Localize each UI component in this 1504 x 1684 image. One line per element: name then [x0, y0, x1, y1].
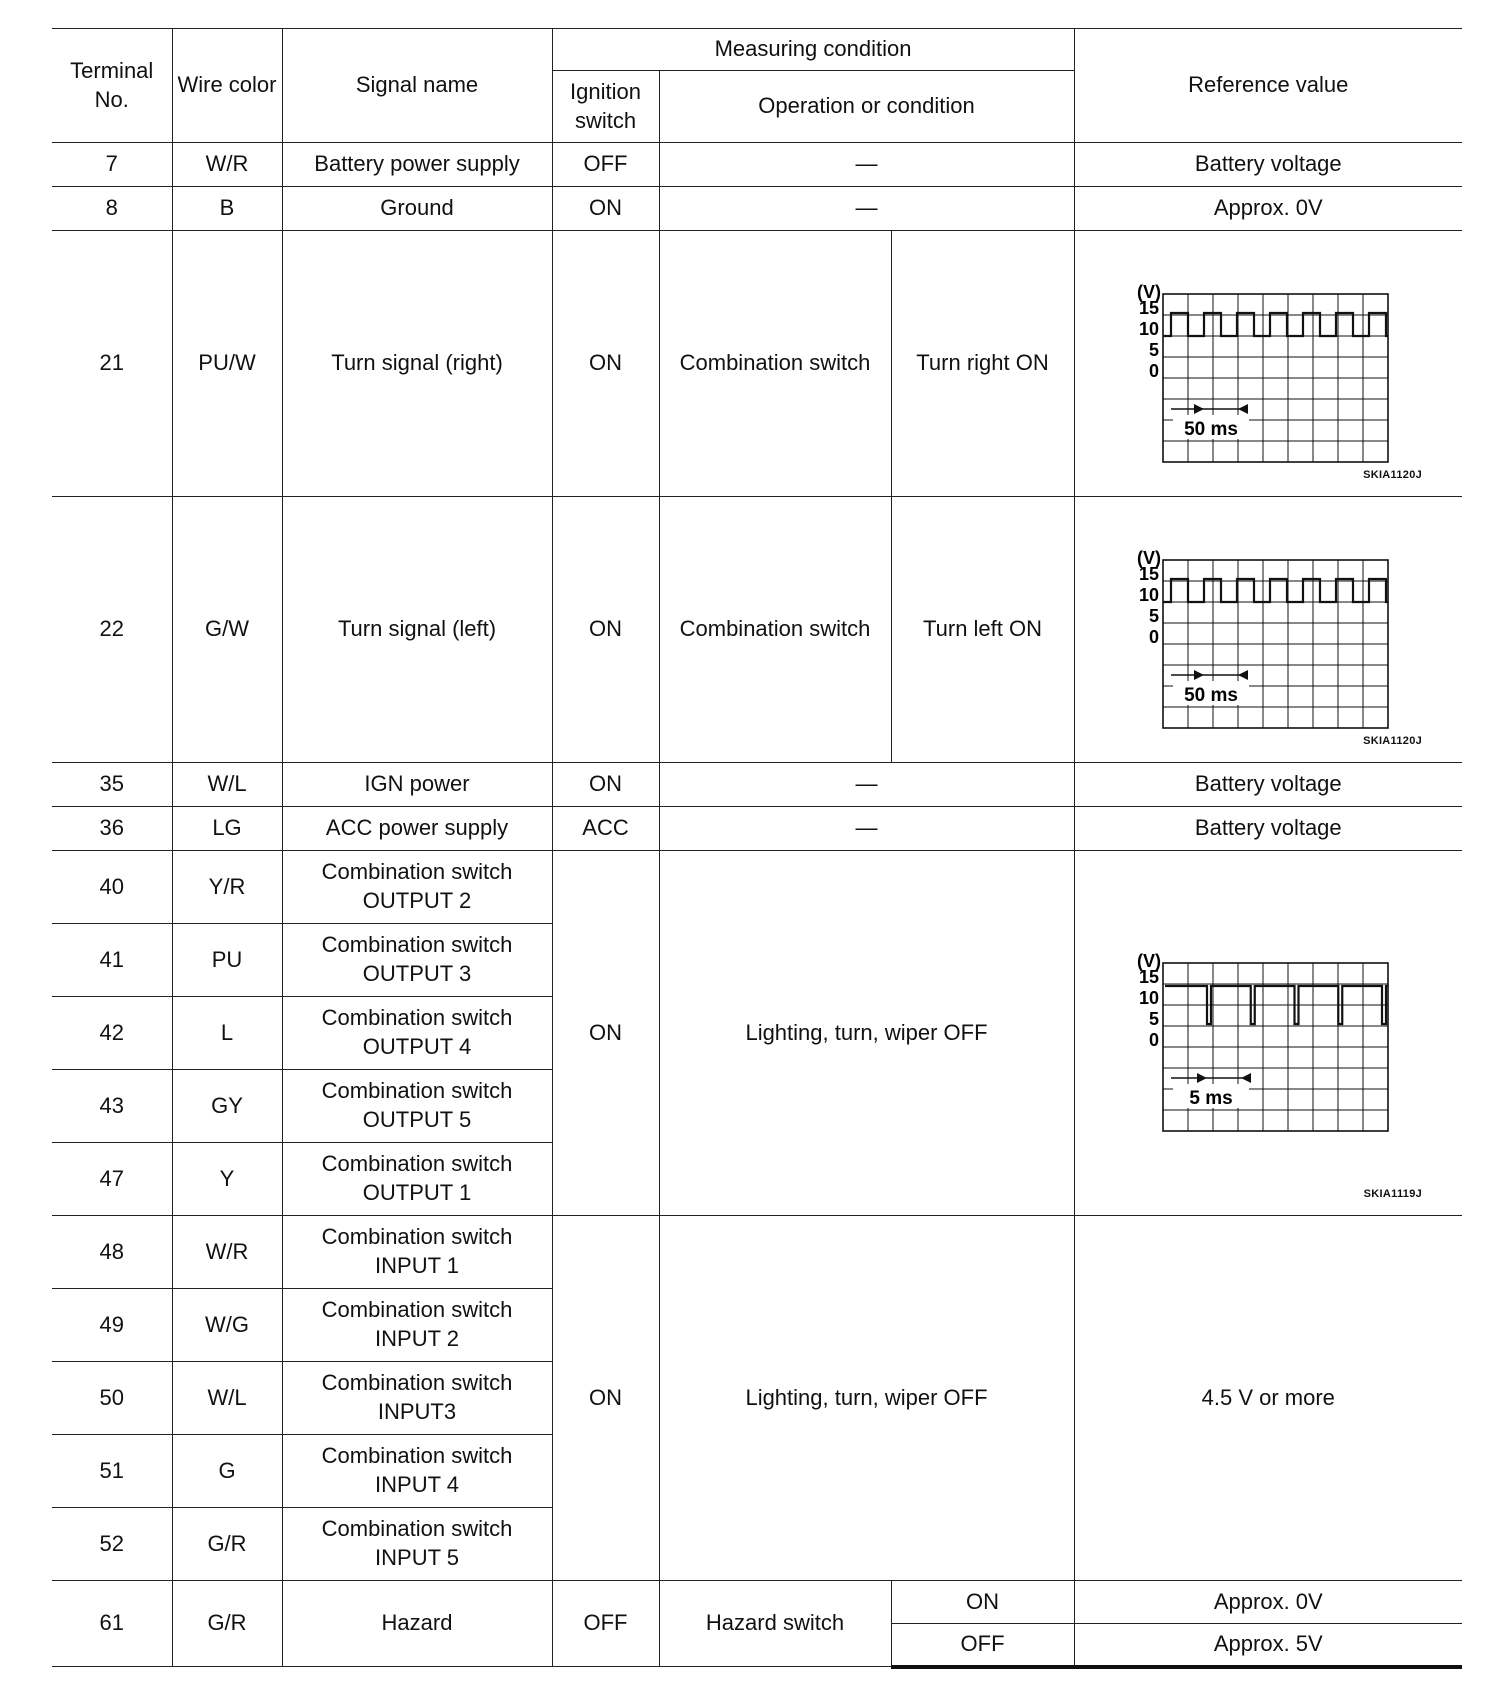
signal-cell [282, 1508, 552, 1581]
condition-cell-on: ON [891, 1581, 1074, 1624]
terminal-cell: 21 [52, 231, 172, 497]
scope-unit-label: (V) [1137, 951, 1162, 971]
terminal-cell: 43 [52, 1070, 172, 1143]
signal-line-2: INPUT 4 [375, 1472, 459, 1497]
signal-line-2: INPUT 5 [375, 1545, 459, 1570]
ignition-cell: ON [552, 231, 659, 497]
reference-waveform-cell [1074, 851, 1462, 1216]
signal-line-2: OUTPUT 1 [362, 1180, 472, 1205]
table-row-7 [52, 143, 1462, 187]
wire-cell: W/L [172, 1362, 282, 1435]
ignition-cell: ON [552, 497, 659, 763]
operation-cell: Lighting, turn, wiper OFF [659, 1216, 1074, 1581]
scope-time-arrow-icon [1197, 1073, 1207, 1083]
signal-cell: ACC power supply [282, 807, 552, 851]
signal-line-2: OUTPUT 2 [362, 888, 472, 913]
signal-line-2: OUTPUT 5 [362, 1107, 472, 1132]
terminal-cell: 40 [52, 851, 172, 924]
terminal-cell: 35 [52, 763, 172, 807]
ignition-cell: ON [552, 1216, 659, 1581]
signal-line-1: Combination switch [321, 1370, 513, 1396]
signal-line-2: OUTPUT 3 [362, 961, 472, 986]
signal-cell [282, 997, 552, 1070]
scope-y-tick-label: 5 [1149, 1009, 1160, 1029]
terminal-cell: 47 [52, 1143, 172, 1216]
operation-cell: — [659, 187, 1074, 231]
scope-time-arrow-icon [1194, 670, 1204, 680]
scope-time-arrow-icon [1241, 1073, 1251, 1083]
figure-code: SKIA1120J [1363, 468, 1423, 481]
scope-time-arrow-icon [1238, 670, 1248, 680]
scope-y-tick-label: 15 [1139, 967, 1160, 987]
wire-cell: G/W [172, 497, 282, 763]
signal-cell: Ground [282, 187, 552, 231]
scope-y-tick-label: 15 [1139, 297, 1160, 318]
signal-cell: Turn signal (right) [282, 231, 552, 497]
signal-cell [282, 1070, 552, 1143]
scope-y-tick-label: 10 [1139, 584, 1160, 605]
signal-line-2: INPUT3 [377, 1399, 457, 1424]
table-row-48 [52, 1216, 1462, 1289]
reference-cell: Battery voltage [1074, 143, 1462, 187]
waveform-turn-left [1103, 520, 1433, 740]
signal-cell [282, 1289, 552, 1362]
signal-cell [282, 1435, 552, 1508]
signal-cell: Battery power supply [282, 143, 552, 187]
signal-cell: Hazard [282, 1581, 552, 1667]
waveform-output [1103, 923, 1433, 1143]
scope-time-arrow-icon [1238, 404, 1248, 414]
terminal-cell: 7 [52, 143, 172, 187]
signal-line-1: Combination switch [321, 1078, 513, 1104]
reference-cell: Approx. 0V [1074, 187, 1462, 231]
signal-line-1: Combination switch [321, 1516, 513, 1542]
header-wire-color: Wire color [172, 29, 282, 143]
terminal-cell: 51 [52, 1435, 172, 1508]
signal-cell [282, 851, 552, 924]
ignition-cell: OFF [552, 143, 659, 187]
condition-cell-off: OFF [891, 1624, 1074, 1667]
table-row-22 [52, 497, 1462, 763]
ignition-cell: ON [552, 763, 659, 807]
wire-cell: G/R [172, 1581, 282, 1667]
table-row-40 [52, 851, 1462, 924]
operation-cell: — [659, 807, 1074, 851]
terminal-cell: 8 [52, 187, 172, 231]
reference-cell: Battery voltage [1074, 807, 1462, 851]
reference-cell: 4.5 V or more [1074, 1216, 1462, 1581]
signal-cell [282, 1143, 552, 1216]
scope-y-tick-label: 0 [1149, 626, 1160, 647]
scope-time-arrow-icon [1194, 404, 1204, 414]
scope-time-label: 50 ms [1184, 418, 1239, 440]
signal-line-1: Combination switch [321, 1297, 513, 1323]
figure-code: SKIA1119J [1363, 1187, 1423, 1200]
signal-line-1: Combination switch [321, 1005, 513, 1031]
waveform-turn-right [1103, 254, 1433, 474]
reference-cell-off: Approx. 5V [1074, 1624, 1462, 1667]
wire-cell: GY [172, 1070, 282, 1143]
ignition-cell: ON [552, 851, 659, 1216]
scope-y-tick-label: 10 [1139, 318, 1160, 339]
wire-cell: B [172, 187, 282, 231]
terminal-cell: 42 [52, 997, 172, 1070]
terminal-cell: 52 [52, 1508, 172, 1581]
header-terminal-no: Terminal No. [52, 29, 172, 143]
signal-line-1: Combination switch [321, 1224, 513, 1250]
wire-cell: PU/W [172, 231, 282, 497]
signal-cell [282, 1216, 552, 1289]
operation-cell: Combination switch [659, 231, 891, 497]
scope-y-tick-label: 0 [1149, 1030, 1160, 1050]
wire-cell: W/G [172, 1289, 282, 1362]
wire-cell: LG [172, 807, 282, 851]
condition-cell: Turn right ON [891, 231, 1074, 497]
reference-waveform-cell [1074, 497, 1462, 763]
reference-cell: Battery voltage [1074, 763, 1462, 807]
scope-unit-label: (V) [1137, 281, 1162, 302]
figure-code: SKIA1120J [1363, 734, 1423, 747]
operation-cell: Lighting, turn, wiper OFF [659, 851, 1074, 1216]
header-signal-name: Signal name [282, 29, 552, 143]
signal-line-2: INPUT 1 [375, 1253, 459, 1278]
header-reference-value: Reference value [1074, 29, 1462, 143]
wire-cell: G [172, 1435, 282, 1508]
signal-line-2: OUTPUT 4 [362, 1034, 472, 1059]
terminal-cell: 41 [52, 924, 172, 997]
wire-cell: Y/R [172, 851, 282, 924]
scope-waveform-trace [1163, 579, 1388, 602]
terminal-cell: 50 [52, 1362, 172, 1435]
scope-y-tick-label: 15 [1139, 563, 1160, 584]
scope-y-tick-label: 10 [1139, 988, 1160, 1008]
signal-cell: IGN power [282, 763, 552, 807]
signal-line-1: Combination switch [321, 1151, 513, 1177]
header-measuring-condition: Measuring condition [552, 29, 1074, 71]
table-row-35 [52, 763, 1462, 807]
wire-cell: Y [172, 1143, 282, 1216]
reference-waveform-cell [1074, 231, 1462, 497]
scope-time-label: 5 ms [1189, 1088, 1233, 1109]
operation-cell: — [659, 763, 1074, 807]
operation-cell: — [659, 143, 1074, 187]
signal-cell [282, 1362, 552, 1435]
header-operation-or-condition: Operation or condition [659, 71, 1074, 143]
signal-cell [282, 924, 552, 997]
signal-line-1: Combination switch [321, 859, 513, 885]
ignition-cell: OFF [552, 1581, 659, 1667]
terminal-reference-table [52, 28, 1462, 1669]
signal-line-2: INPUT 2 [375, 1326, 459, 1351]
wire-cell: L [172, 997, 282, 1070]
wire-cell: W/R [172, 1216, 282, 1289]
wire-cell: G/R [172, 1508, 282, 1581]
terminal-cell: 48 [52, 1216, 172, 1289]
wire-cell: W/L [172, 763, 282, 807]
signal-cell: Turn signal (left) [282, 497, 552, 763]
table-row-36 [52, 807, 1462, 851]
condition-cell: Turn left ON [891, 497, 1074, 763]
scope-unit-label: (V) [1137, 547, 1162, 568]
scope-y-tick-label: 5 [1149, 605, 1160, 626]
table-row-61 [52, 1581, 1462, 1624]
terminal-cell: 61 [52, 1581, 172, 1667]
table-row-21 [52, 231, 1462, 497]
wire-cell: W/R [172, 143, 282, 187]
wire-cell: PU [172, 924, 282, 997]
terminal-cell: 49 [52, 1289, 172, 1362]
ignition-cell: ON [552, 187, 659, 231]
terminal-cell: 36 [52, 807, 172, 851]
scope-time-label: 50 ms [1184, 684, 1239, 706]
signal-line-1: Combination switch [321, 1443, 513, 1469]
table-row-8 [52, 187, 1462, 231]
operation-cell: Combination switch [659, 497, 891, 763]
scope-waveform-trace [1163, 313, 1388, 336]
operation-cell: Hazard switch [659, 1581, 891, 1667]
signal-line-1: Combination switch [321, 932, 513, 958]
reference-cell-on: Approx. 0V [1074, 1581, 1462, 1624]
ignition-cell: ACC [552, 807, 659, 851]
header-ignition-switch: Ignition switch [552, 71, 659, 143]
scope-y-tick-label: 5 [1149, 339, 1160, 360]
scope-y-tick-label: 0 [1149, 360, 1160, 381]
terminal-cell: 22 [52, 497, 172, 763]
